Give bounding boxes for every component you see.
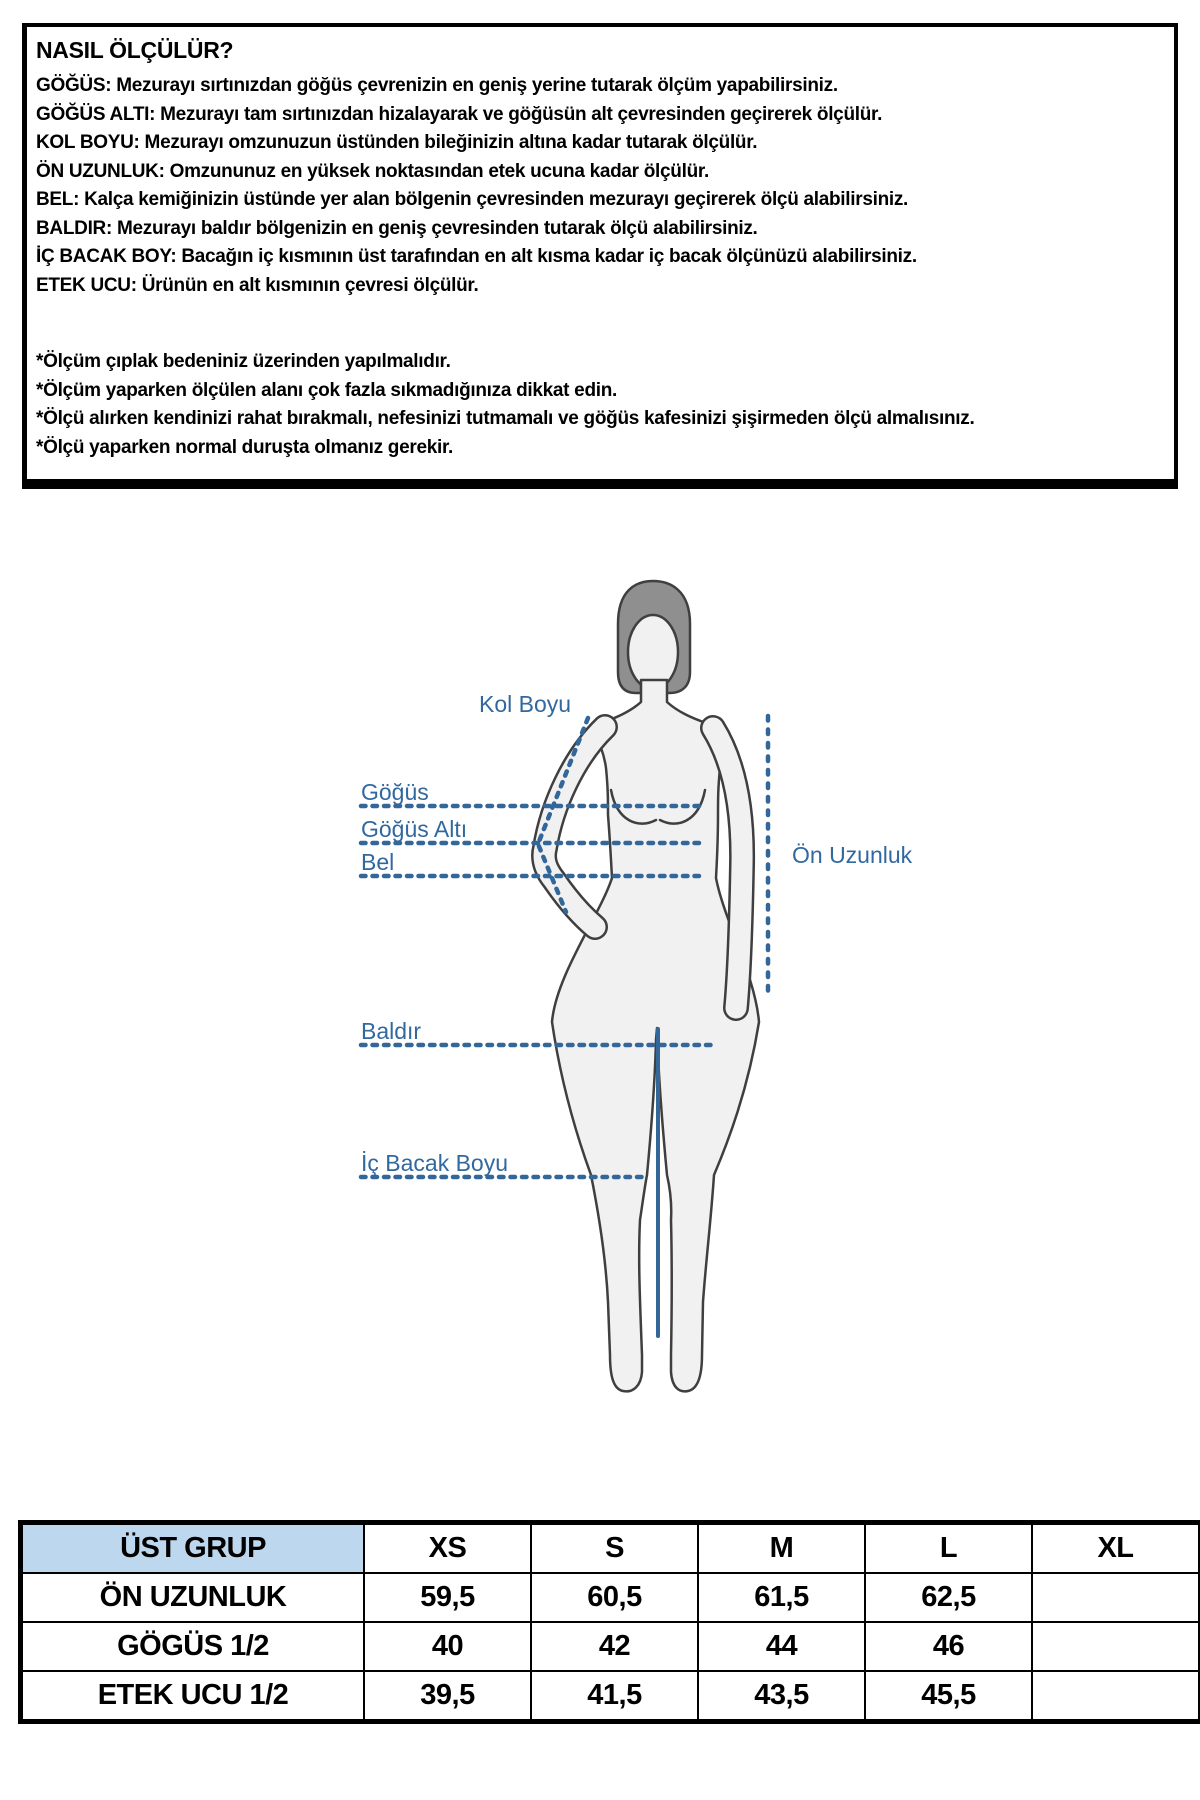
measurement-notes bbox=[36, 348, 1164, 462]
body-measurement-diagram bbox=[300, 560, 960, 1420]
instruction-line-ic-bacak-boy: İÇ BACAK BOY: Bacağın iç kısmının üst tarafından en alt kısma kadar iç bacak ölçünüzü alabilirsiniz. bbox=[36, 246, 917, 267]
label-bel: Bel bbox=[361, 849, 395, 875]
note-line: *Ölçü yaparken normal duruşta olmanız gerekir. bbox=[36, 436, 454, 458]
size-col-xs: XS bbox=[364, 1523, 531, 1574]
cell-value bbox=[1032, 1573, 1200, 1622]
instruction-line-baldir: BALDIR: Mezurayı baldır bölgenizin en geniş çevresinden tutarak ölçü alabilirsiniz. bbox=[36, 217, 758, 239]
label-baldir: Baldır bbox=[361, 1018, 422, 1044]
cell-value: 43,5 bbox=[698, 1671, 865, 1722]
table-row-gogus bbox=[21, 1622, 1200, 1671]
label-on-uzunluk: Ön Uzunluk bbox=[792, 842, 913, 868]
figure-face bbox=[628, 615, 678, 689]
instruction-line-gogus: GÖĞÜS: Mezurayı sırtınızdan göğüs çevrenizin en geniş yerine tutarak ölçüm yapabilirsiniz. bbox=[36, 75, 838, 96]
label-ic-bacak-boyu: İç Bacak Boyu bbox=[361, 1150, 509, 1176]
label-kol-boyu: Kol Boyu bbox=[479, 691, 572, 717]
cell-value: 40 bbox=[364, 1622, 531, 1671]
size-col-s: S bbox=[531, 1523, 698, 1574]
instruction-line-kol-boyu: KOL BOYU: Mezurayı omzunuzun üstünden bileğinizin altına kadar tutarak ölçülür. bbox=[36, 132, 758, 153]
size-col-xl: XL bbox=[1032, 1523, 1200, 1574]
table-row-etek-ucu bbox=[21, 1671, 1200, 1722]
row-label: ETEK UCU 1/2 bbox=[21, 1671, 365, 1722]
instruction-line-etek-ucu: ETEK UCU: Ürünün en alt kısmının çevresi ölçülür. bbox=[36, 274, 479, 296]
cell-value: 61,5 bbox=[698, 1573, 865, 1622]
cell-value: 46 bbox=[865, 1622, 1032, 1671]
instruction-line-bel: BEL: Kalça kemiğinizin üstünde yer alan bölgenin çevresinden mezurayı geçirerek ölçü alabilirsiniz. bbox=[36, 189, 909, 210]
note-line: *Ölçü alırken kendinizi rahat bırakmalı, nefesinizi tutmamalı ve göğüs kafesinizi şişirmeden ölçü almalısınız. bbox=[36, 408, 975, 429]
label-gogus: Göğüs bbox=[361, 779, 429, 805]
size-table-header-row bbox=[21, 1523, 1200, 1574]
cell-value: 41,5 bbox=[531, 1671, 698, 1722]
note-line: *Ölçüm yaparken ölçülen alanı çok fazla sıkmadığınıza dikkat edin. bbox=[36, 379, 618, 401]
cell-value: 62,5 bbox=[865, 1573, 1032, 1622]
cell-value: 44 bbox=[698, 1622, 865, 1671]
size-chart-table bbox=[18, 1520, 1200, 1724]
row-label: GÖGÜS 1/2 bbox=[21, 1622, 365, 1671]
size-col-l: L bbox=[865, 1523, 1032, 1574]
cell-value: 39,5 bbox=[364, 1671, 531, 1722]
size-table-group-header: ÜST GRUP bbox=[21, 1523, 365, 1574]
how-to-measure-box bbox=[22, 23, 1178, 489]
cell-value: 59,5 bbox=[364, 1573, 531, 1622]
cell-value: 45,5 bbox=[865, 1671, 1032, 1722]
instruction-line-on-uzunluk: ÖN UZUNLUK: Omzununuz en yüksek noktasından etek ucuna kadar ölçülür. bbox=[36, 160, 709, 182]
row-label: ÖN UZUNLUK bbox=[21, 1573, 365, 1622]
how-to-measure-title: NASIL ÖLÇÜLÜR? bbox=[36, 37, 234, 63]
cell-value bbox=[1032, 1671, 1200, 1722]
table-row-on-uzunluk bbox=[21, 1573, 1200, 1622]
body-figure-illustration bbox=[300, 560, 960, 1420]
cell-value: 60,5 bbox=[531, 1573, 698, 1622]
size-col-m: M bbox=[698, 1523, 865, 1574]
instruction-line-gogus-alti: GÖĞÜS ALTI: Mezurayı tam sırtınızdan hizalayarak ve göğüsün alt çevresinden geçirerek ölçülür. bbox=[36, 103, 883, 125]
cell-value bbox=[1032, 1622, 1200, 1671]
label-gogus-alti: Göğüs Altı bbox=[361, 816, 468, 842]
cell-value: 42 bbox=[531, 1622, 698, 1671]
note-line: *Ölçüm çıplak bedeniniz üzerinden yapılmalıdır. bbox=[36, 351, 451, 372]
